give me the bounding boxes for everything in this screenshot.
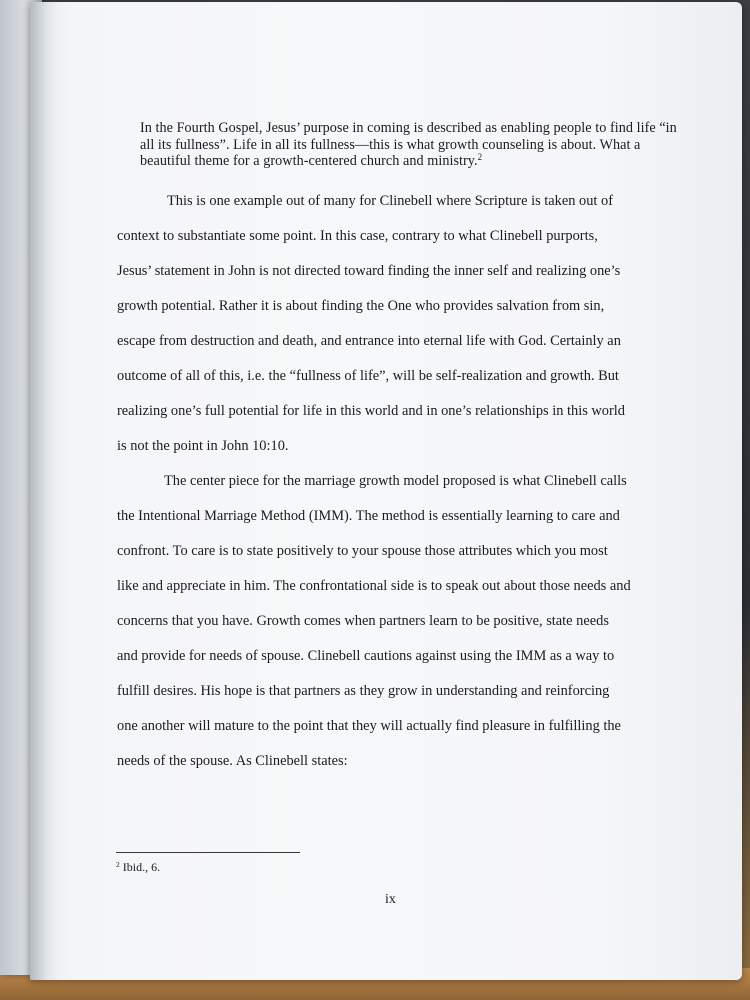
body-line: growth potential. Rather it is about finding the One who provides salvation from sin, (117, 298, 605, 314)
body-line: Jesus’ statement in John is not directed toward finding the inner self and realizing one’s (117, 263, 621, 279)
body-line: is not the point in John 10:10. (117, 438, 289, 454)
footnote-text: Ibid., 6. (122, 860, 161, 874)
body-line: like and appreciate in him. The confrontational side is to speak out about those needs and (117, 578, 631, 594)
body-line: and provide for needs of spouse. Clinebell cautions against using the IMM as a way to (117, 648, 615, 664)
block-quote (140, 120, 680, 170)
footnote-divider (116, 852, 300, 853)
body-line: concerns that you have. Growth comes when partners learn to be positive, state needs (117, 613, 609, 629)
body-line: fulfill desires. His hope is that partners as they grow in understanding and reinforcing (117, 683, 610, 699)
footnote-reference: 2 (477, 152, 483, 162)
body-line: outcome of all of this, i.e. the “fullness of life”, will be self-realization and growth. But (117, 368, 619, 384)
body-line: context to substantiate some point. In this case, contrary to what Clinebell purports, (117, 228, 598, 244)
block-quote-text: In the Fourth Gospel, Jesus’ purpose in coming is described as enabling people to find life “in all its fullness”. Life in all its fullness—this is what growth counseling is about. What a beautiful theme for a growth-centered church and ministry. (140, 120, 677, 169)
footnote-number: 2 (116, 860, 120, 869)
body-line: the Intentional Marriage Method (IMM). The method is essentially learning to care and (117, 508, 620, 524)
document-page (30, 2, 742, 980)
body-line: The center piece for the marriage growth model proposed is what Clinebell calls (164, 473, 627, 489)
body-line: realizing one’s full potential for life in this world and in one’s relationships in this world (117, 403, 625, 419)
body-line: one another will mature to the point that they will actually find pleasure in fulfilling the (117, 718, 621, 734)
body-line: needs of the spouse. As Clinebell states: (117, 753, 348, 769)
spine-shadow (30, 2, 58, 980)
page-number: ix (385, 892, 396, 907)
body-line: escape from destruction and death, and entrance into eternal life with God. Certainly an (117, 333, 621, 349)
footnote (116, 860, 160, 874)
body-line: confront. To care is to state positively to your spouse those attributes which you most (117, 543, 608, 559)
body-line: This is one example out of many for Clinebell where Scripture is taken out of (167, 193, 613, 209)
